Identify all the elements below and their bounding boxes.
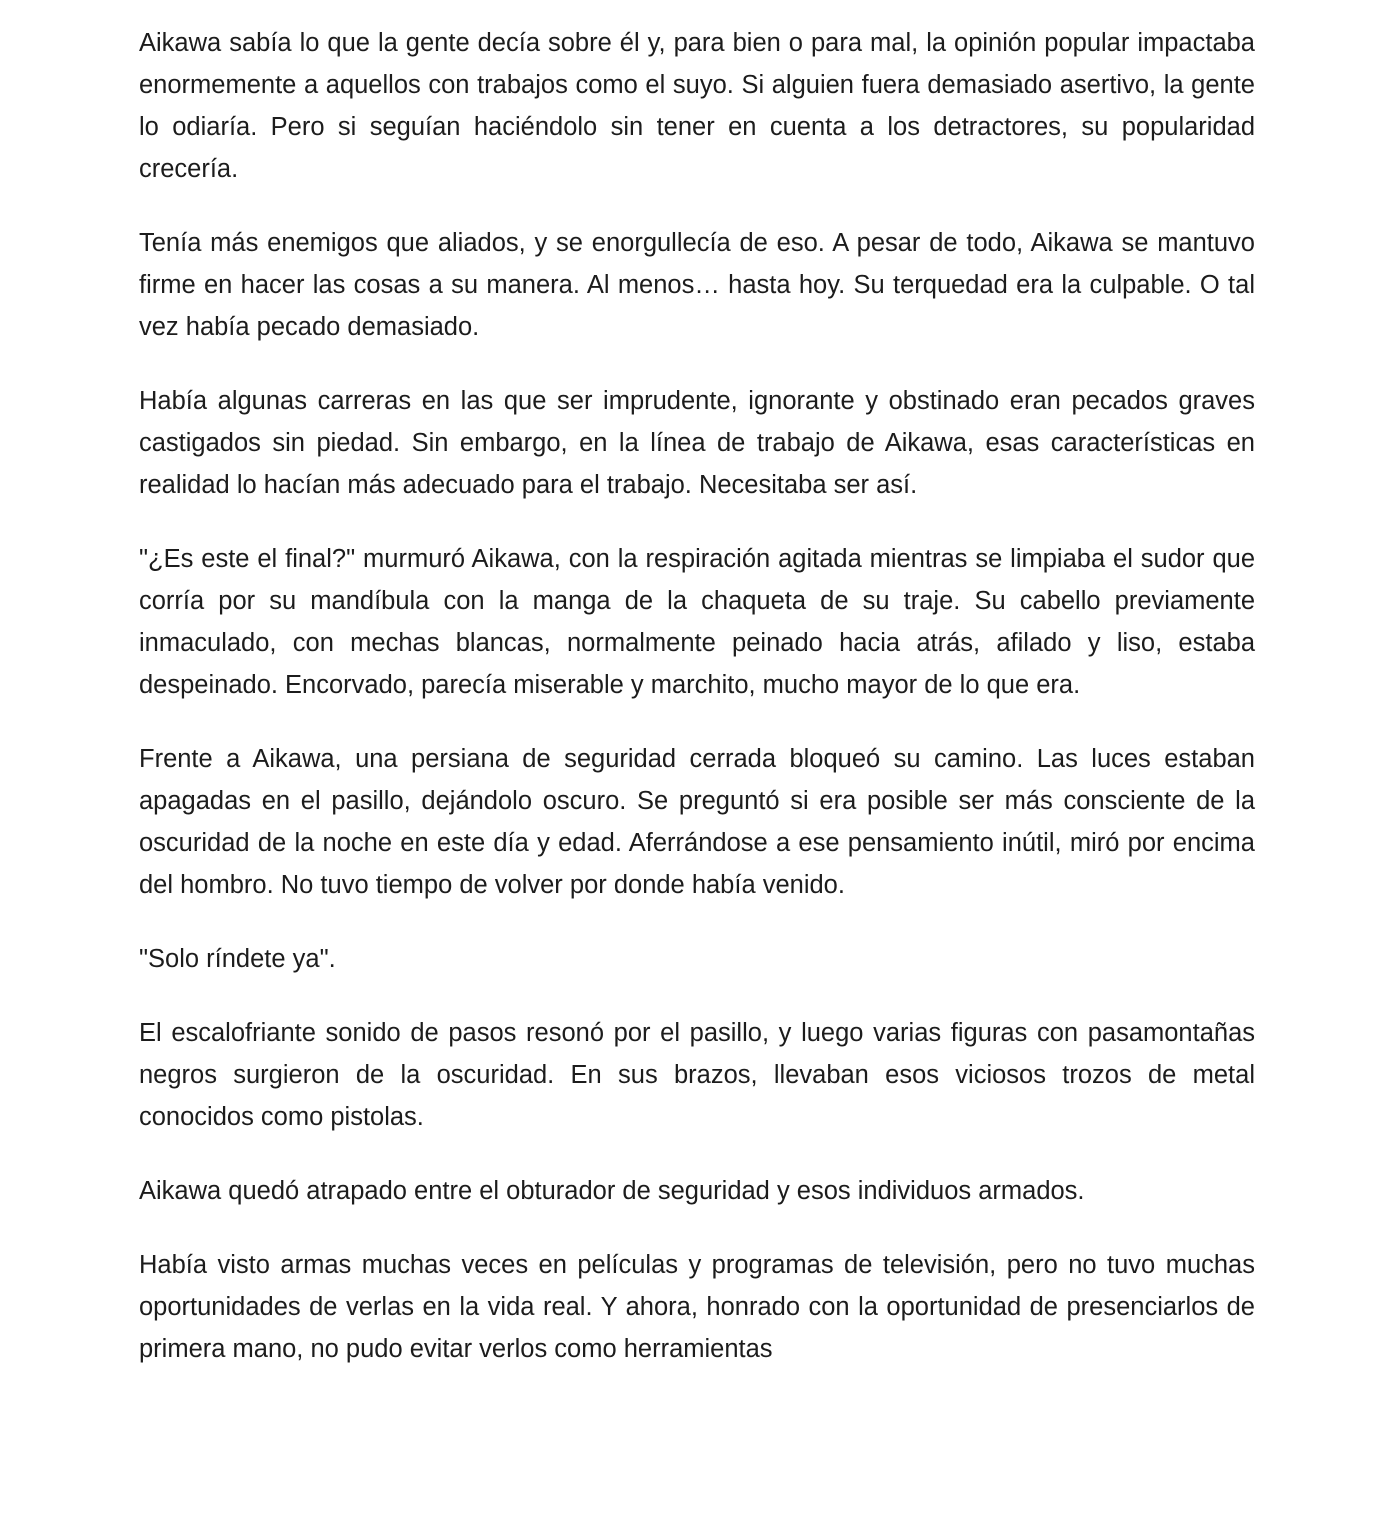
paragraph-5: Frente a Aikawa, una persiana de seguridad cerrada bloqueó su camino. Las luces estaban apagadas en el pasillo, dejándolo oscuro. Se preguntó si era posible ser más consciente de la oscuridad de la noche en este día y edad. Aferrándose a ese pensamiento inútil, miró por encima del hombro. No tuvo tiempo de volver por donde había venido. bbox=[139, 745, 1255, 899]
paragraph-7: El escalofriante sonido de pasos resonó por el pasillo, y luego varias figuras con pasamontañas negros surgieron de la oscuridad. En sus brazos, llevaban esos viciosos trozos de metal conocidos como pistolas. bbox=[139, 1019, 1255, 1131]
paragraph-8: Aikawa quedó atrapado entre el obturador de seguridad y esos individuos armados. bbox=[139, 1177, 1085, 1205]
document-page bbox=[139, 22, 1255, 1370]
paragraph-3: Había algunas carreras en las que ser imprudente, ignorante y obstinado eran pecados graves castigados sin piedad. Sin embargo, en la línea de trabajo de Aikawa, esas características en realidad lo hacían más adecuado para el trabajo. Necesitaba ser así. bbox=[139, 387, 1255, 499]
paragraph-1: Aikawa sabía lo que la gente decía sobre él y, para bien o para mal, la opinión popular impactaba enormemente a aquellos con trabajos como el suyo. Si alguien fuera demasiado asertivo, la gente lo odiaría. Pero si seguían haciéndolo sin tener en cuenta a los detractores, su popularidad crecería. bbox=[139, 29, 1255, 183]
paragraph-9: Había visto armas muchas veces en películas y programas de televisión, pero no tuvo muchas oportunidades de verlas en la vida real. Y ahora, honrado con la oportunidad de presenciarlos de primera mano, no pudo evitar verlos como herramientas bbox=[139, 1251, 1255, 1363]
paragraph-2: Tenía más enemigos que aliados, y se enorgullecía de eso. A pesar de todo, Aikawa se mantuvo firme en hacer las cosas a su manera. Al menos… hasta hoy. Su terquedad era la culpable. O tal vez había pecado demasiado. bbox=[139, 229, 1255, 341]
paragraph-6: "Solo ríndete ya". bbox=[139, 945, 336, 973]
paragraph-4: "¿Es este el final?" murmuró Aikawa, con la respiración agitada mientras se limpiaba el sudor que corría por su mandíbula con la manga de la chaqueta de su traje. Su cabello previamente inmaculado, con mechas blancas, normalmente peinado hacia atrás, afilado y liso, estaba despeinado. Encorvado, parecía miserable y marchito, mucho mayor de lo que era. bbox=[139, 545, 1255, 699]
